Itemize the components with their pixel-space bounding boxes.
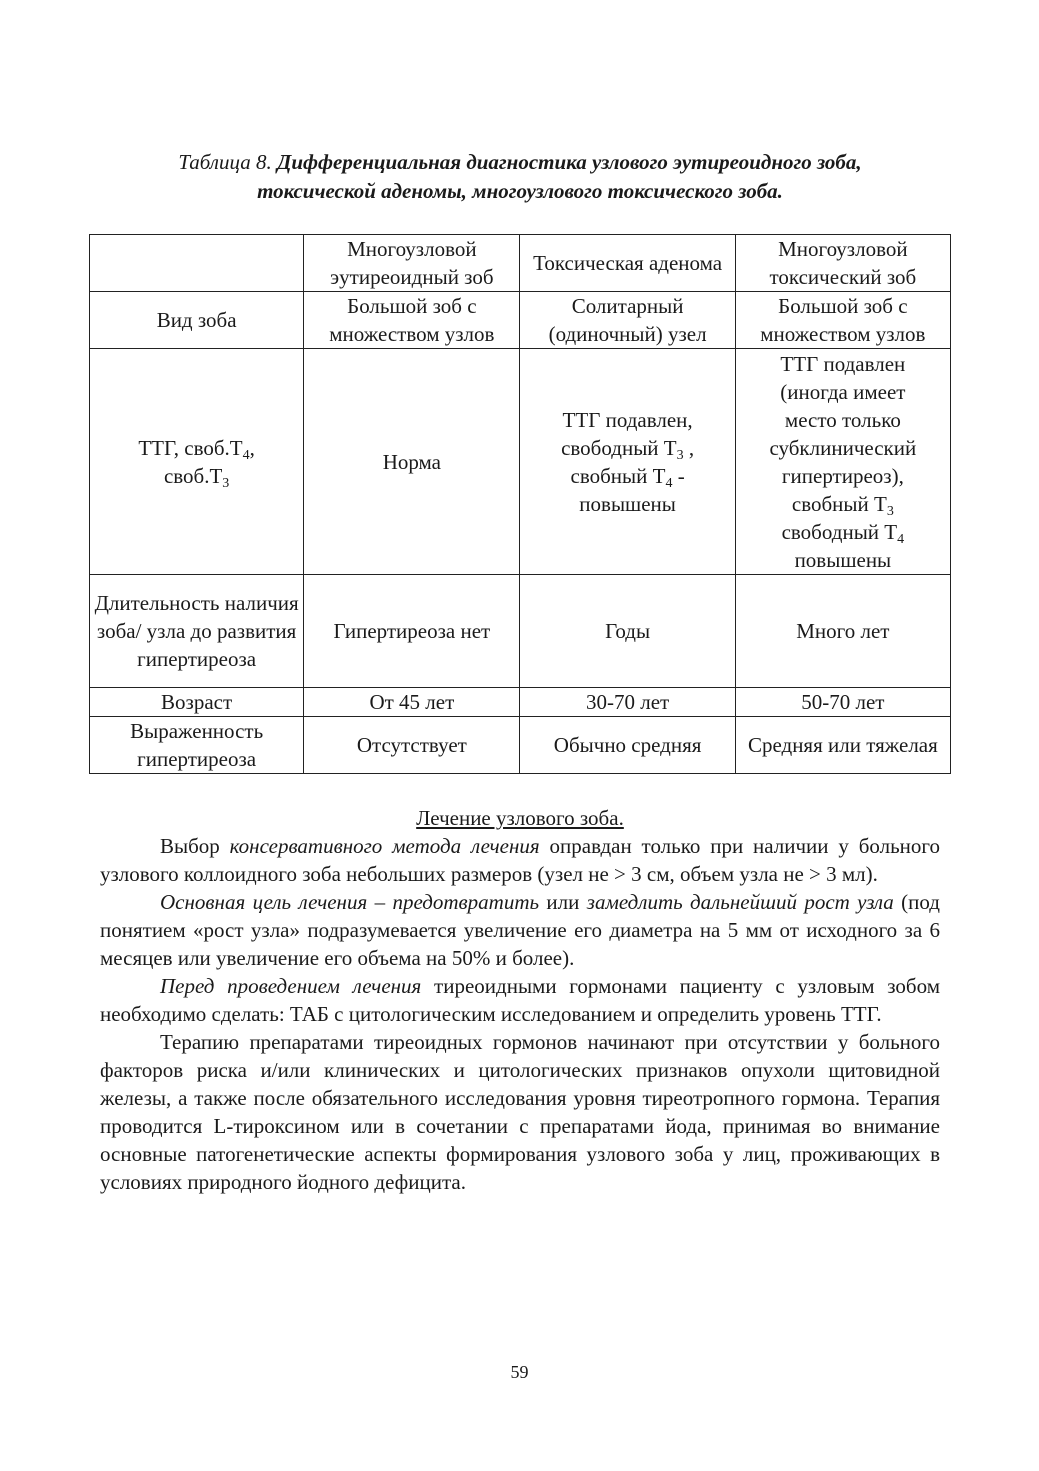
table-header-row [90,235,951,292]
table-row-duration [90,575,951,688]
table-cell: Годы [520,575,735,688]
section-heading: Лечение узлового зоба. [416,806,624,830]
table-cell: Большой зоб с множеством узлов [735,292,950,349]
table-cell: Отсутствует [304,717,520,774]
caption-title-1: Дифференциальная диагностика узлового эутиреоидного зоба, [276,150,862,174]
header-cell-empty [90,235,304,292]
table-cell: От 45 лет [304,688,520,717]
table-cell: Солитарный (одиночный) узел [520,292,735,349]
table-cell: Много лет [735,575,950,688]
table-caption [100,148,940,206]
table-row-goiter-type [90,292,951,349]
table-cell: Обычно средняя [520,717,735,774]
subscript: 3 [676,447,684,463]
table-row-age [90,688,951,717]
subscript: 4 [665,475,673,491]
caption-line-1 [100,148,940,177]
table-cell: ТТГ подавлен (иногда имеет место только субклинический гипертиреоз), свобный $Т_3$ свободный $Т_4$ повышены [735,349,950,575]
paragraph: Основная цель лечения – предотвратить или замедлить дальнейший рост узла (под понятием «рост узла» подразумевается увеличение его диаметра на 5 мм от исходного за 6 месяцев или увеличение его объема на 50% и более). [100,890,940,970]
subscript: 3 [886,503,894,519]
header-cell-multinodular-euthyroid: Многоузловой эутиреоидный зоб [304,235,520,292]
paragraph: Выбор консервативного метода лечения оправдан только при наличии у больного узлового коллоидного зоба небольших размеров (узел не > 3 см, объем узла не > 3 мл). [100,834,940,886]
table-cell: Большой зоб с множеством узлов [304,292,520,349]
table-cell: ТТГ подавлен, свободный $Т_3$ , свобный $Т_4$ - повышены [520,349,735,575]
body-text [100,832,940,1196]
table-cell: 30-70 лет [520,688,735,717]
table-cell: Средняя или тяжелая [735,717,950,774]
subscript: 3 [222,475,230,491]
row-label-severity: Выраженность гипертиреоза [90,717,304,774]
row-label-goiter-type: Вид зоба [90,292,304,349]
caption-label: Таблица 8. [178,150,272,174]
table-row-severity [90,717,951,774]
differential-diagnosis-table [89,234,951,774]
table-row-hormones [90,349,951,575]
row-label-duration: Длительность наличия зоба/ узла до развития гипертиреоза [90,575,304,688]
table-cell: 50-70 лет [735,688,950,717]
subscript: 4 [897,531,905,547]
subscript: 4 [242,447,250,463]
table-cell: Норма [304,349,520,575]
paragraph: Перед проведением лечения тиреоидными гормонами пациенту с узловым зобом необходимо сделать: ТАБ с цитологическим исследованием и определить уровень ТТГ. [100,974,940,1026]
row-label-age: Возраст [90,688,304,717]
header-cell-multinodular-toxic: Многоузловой токсический зоб [735,235,950,292]
row-label-hormones: ТТГ, $своб.Т_4$, $своб.Т_3$ [90,349,304,575]
paragraph: Терапию препаратами тиреоидных гормонов начинают при отсутствии у больного факторов риска и/или клинических и цитологических признаков опухоли щитовидной железы, а также после обязательного исследования уровня тиреотропного гормона. Терапия проводится L-тироксином или в сочетании с препаратами йода, принимая во внимание основные патогенетические аспекты формирования узлового зоба у лиц, проживающих в условиях природного йодного дефицита. [100,1030,940,1194]
caption-title-2: токсической аденомы, многоузлового токсического зоба. [257,179,783,203]
header-cell-toxic-adenoma: Токсическая аденома [520,235,735,292]
page-number: 59 [510,1362,529,1382]
table-cell: Гипертиреоза нет [304,575,520,688]
